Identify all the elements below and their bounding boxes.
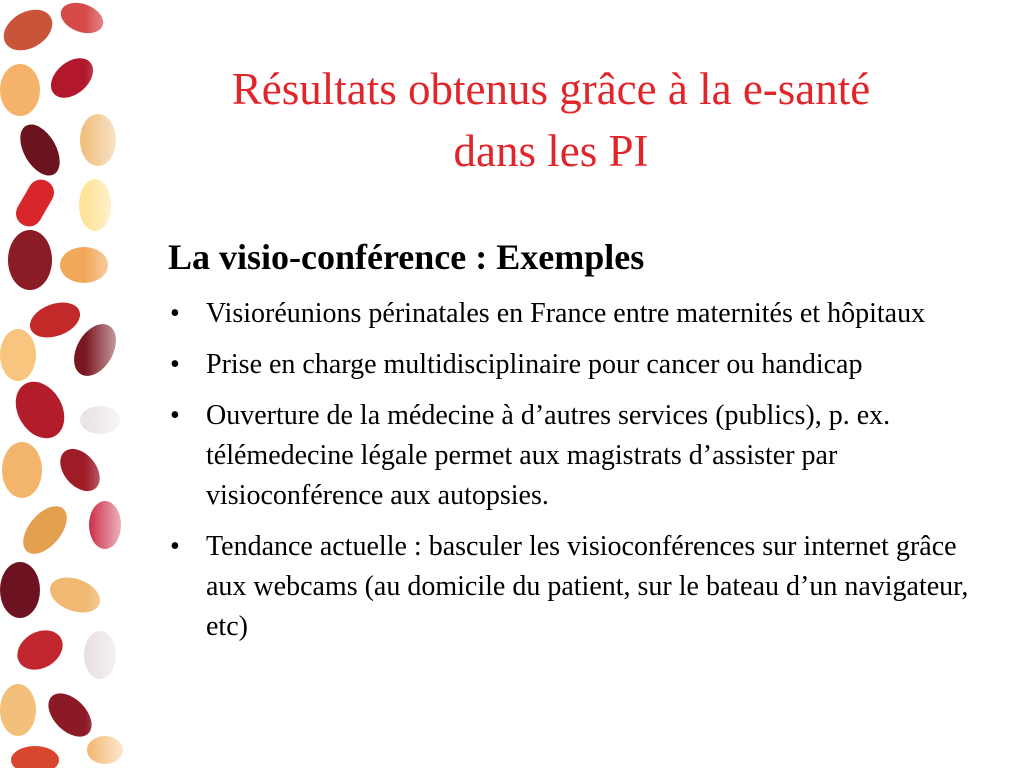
bullet-icon: •	[170, 400, 180, 431]
bullet-text: Tendance actuelle : basculer les visioconférences sur internet grâce aux webcams (au domicile du patient, sur le bateau d’un navigateur, etc)	[206, 531, 969, 642]
bullet-list	[168, 294, 988, 658]
bullet-icon: •	[170, 298, 180, 329]
bullet-item	[168, 396, 988, 516]
slide-title	[148, 58, 954, 182]
bullet-item	[168, 294, 988, 334]
slide-title-line-2: dans les PI	[453, 126, 649, 176]
bullet-text: Ouverture de la médecine à d’autres services (publics), p. ex. télémedecine légale permet aux magistrats d’assister par visioconférence aux autopsies.	[206, 400, 891, 511]
bullet-icon: •	[170, 531, 180, 562]
bullet-text: Prise en charge multidisciplinaire pour cancer ou handicap	[206, 349, 863, 380]
bullet-icon: •	[170, 349, 180, 380]
slide-title-line-1: Résultats obtenus grâce à la e-santé	[231, 64, 871, 114]
section-heading: La visio-conférence : Exemples	[168, 237, 645, 277]
bullet-text: Visioréunions périnatales en France entre maternités et hôpitaux	[206, 298, 926, 329]
bullet-item	[168, 345, 988, 385]
bullet-item	[168, 527, 988, 647]
pills-fade-overlay	[0, 0, 150, 768]
